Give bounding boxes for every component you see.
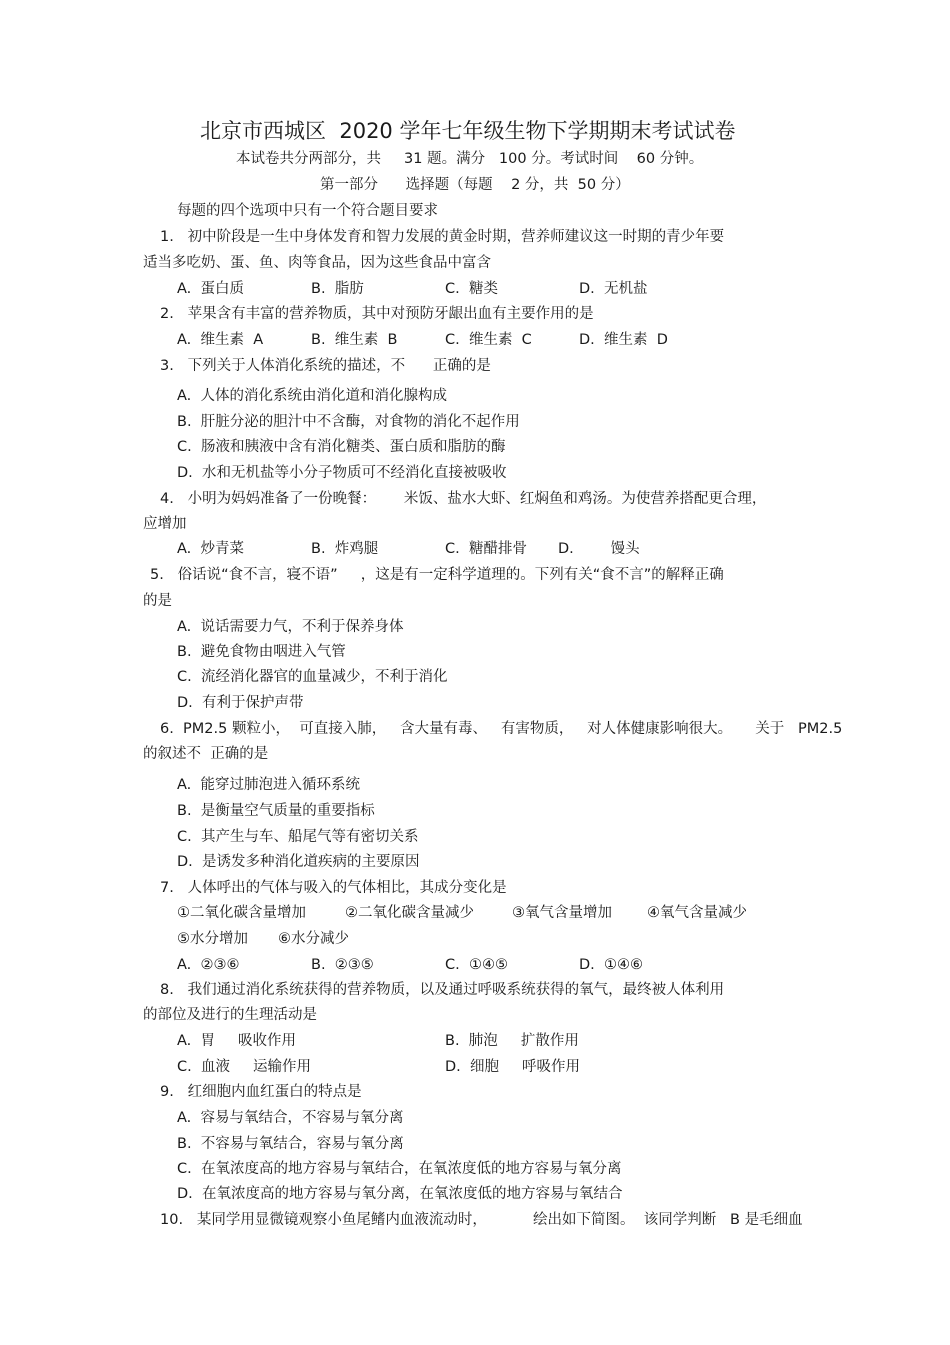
q7-statement-2: ②二氧化碳含量减少 [345,905,474,921]
q2-option-d: D. 维生素 D [579,332,668,348]
question-8-stem: 8. 我们通过消化系统获得的营养物质，以及通过呼吸系统获得的氧气，最终被人体利用 [160,982,725,998]
q6-option-c: C. 其产生与车、船尾气等有密切关系 [177,829,419,845]
q7-statement-5: ⑤水分增加 [177,931,248,947]
q9-option-b: B. 不容易与氧结合，容易与氧分离 [177,1136,404,1152]
question-10-stem: 10. 某同学用显微镜观察小鱼尾鳍内血液流动时， 绘出如下简图。 该同学判断 B 是毛细血 [160,1212,803,1228]
question-5-stem-cont: 的是 [143,593,172,609]
q4-option-a: A. 炒青菜 [177,541,244,557]
q5-option-d: D. 有利于保护声带 [177,695,304,711]
question-1-stem: 1. 初中阶段是一生中身体发育和智力发展的黄金时期，营养师建议这一时期的青少年要 [160,229,725,245]
q3-option-d: D. 水和无机盐等小分子物质可不经消化直接被吸收 [177,465,507,481]
question-4-stem: 4. 小明为妈妈准备了一份晚餐： 米饭、盐水大虾、红焖鱼和鸡汤。为使营养搭配更合理， [160,491,767,507]
q1-option-b: B. 脂肪 [311,281,364,297]
q9-option-c: C. 在氧浓度高的地方容易与氧结合，在氧浓度低的地方容易与氧分离 [177,1161,622,1177]
q9-option-d: D. 在氧浓度高的地方容易与氧分离，在氧浓度低的地方容易与氧结合 [177,1186,623,1202]
q5-option-b: B. 避免食物由咽进入气管 [177,644,346,660]
question-6-stem-cont: 的叙述不 正确的是 [143,746,269,762]
question-5-stem: 5. 俗话说“食不言，寝不语” ，这是有一定科学道理的。下列有关“食不言”的解释正确 [150,567,724,583]
q5-option-a: A. 说话需要力气，不利于保养身体 [177,619,404,635]
q8-option-b: B. 肺泡 扩散作用 [445,1033,579,1049]
q7-statement-3: ③氧气含量增加 [512,905,612,921]
question-3-stem: 3. 下列关于人体消化系统的描述，不 正确的是 [160,358,491,374]
question-9-stem: 9. 红细胞内血红蛋白的特点是 [160,1084,362,1100]
q3-option-b: B. 肝脏分泌的胆汁中不含酶，对食物的消化不起作用 [177,414,520,430]
question-2-stem: 2. 苹果含有丰富的营养物质，其中对预防牙龈出血有主要作用的是 [160,306,594,322]
exam-info: 本试卷共分两部分，共 31 题。满分 100 分。考试时间 60 分钟。 [236,151,704,167]
q7-option-c: C. ①④⑤ [445,957,508,973]
q7-option-a: A. ②③⑥ [177,957,240,973]
q2-option-b: B. 维生素 B [311,332,398,348]
section-heading: 第一部分 选择题（每题 2 分，共 50 分） [320,177,630,193]
q7-option-d: D. ①④⑥ [579,957,643,973]
q1-option-c: C. 糖类 [445,281,498,297]
q6-option-b: B. 是衡量空气质量的重要指标 [177,803,375,819]
q1-option-a: A. 蛋白质 [177,281,244,297]
q7-statement-1: ①二氧化碳含量增加 [177,905,306,921]
q5-option-c: C. 流经消化器官的血量减少，不利于消化 [177,669,448,685]
page-title: 北京市西城区 2020 学年七年级生物下学期期末考试试卷 [200,119,736,143]
q3-option-c: C. 肠液和胰液中含有消化糖类、蛋白质和脂肪的酶 [177,439,506,455]
q7-statement-6: ⑥水分减少 [278,931,349,947]
q4-option-c: C. 糖醋排骨 [445,541,527,557]
q2-option-c: C. 维生素 C [445,332,532,348]
question-6-stem: 6. PM2.5 颗粒小， 可直接入肺， 含大量有毒、 有害物质， 对人体健康影响很大。 关于 PM2.5 [160,721,843,737]
q4-option-b: B. 炸鸡腿 [311,541,379,557]
question-8-stem-cont: 的部位及进行的生理活动是 [143,1007,317,1023]
q9-option-a: A. 容易与氧结合，不容易与氧分离 [177,1110,404,1126]
q6-option-a: A. 能穿过肺泡进入循环系统 [177,777,360,793]
q8-option-c: C. 血液 运输作用 [177,1059,311,1075]
q1-option-d: D. 无机盐 [579,281,648,297]
question-7-stem: 7. 人体呼出的气体与吸入的气体相比，其成分变化是 [160,880,507,896]
q3-option-a: A. 人体的消化系统由消化道和消化腺构成 [177,388,447,404]
q8-option-a: A. 胃 吸收作用 [177,1033,297,1049]
q2-option-a: A. 维生素 A [177,332,264,348]
q8-option-d: D. 细胞 呼吸作用 [445,1059,581,1075]
q7-statement-4: ④氧气含量减少 [647,905,747,921]
q4-option-d: D. 馒头 [558,541,640,557]
q6-option-d: D. 是诱发多种消化道疾病的主要原因 [177,854,420,870]
q7-option-b: B. ②③⑤ [311,957,374,973]
question-1-stem-cont: 适当多吃奶、蛋、鱼、肉等食品，因为这些食品中富含 [143,255,491,271]
instruction: 每题的四个选项中只有一个符合题目要求 [177,203,438,219]
question-4-stem-cont: 应增加 [143,516,187,532]
